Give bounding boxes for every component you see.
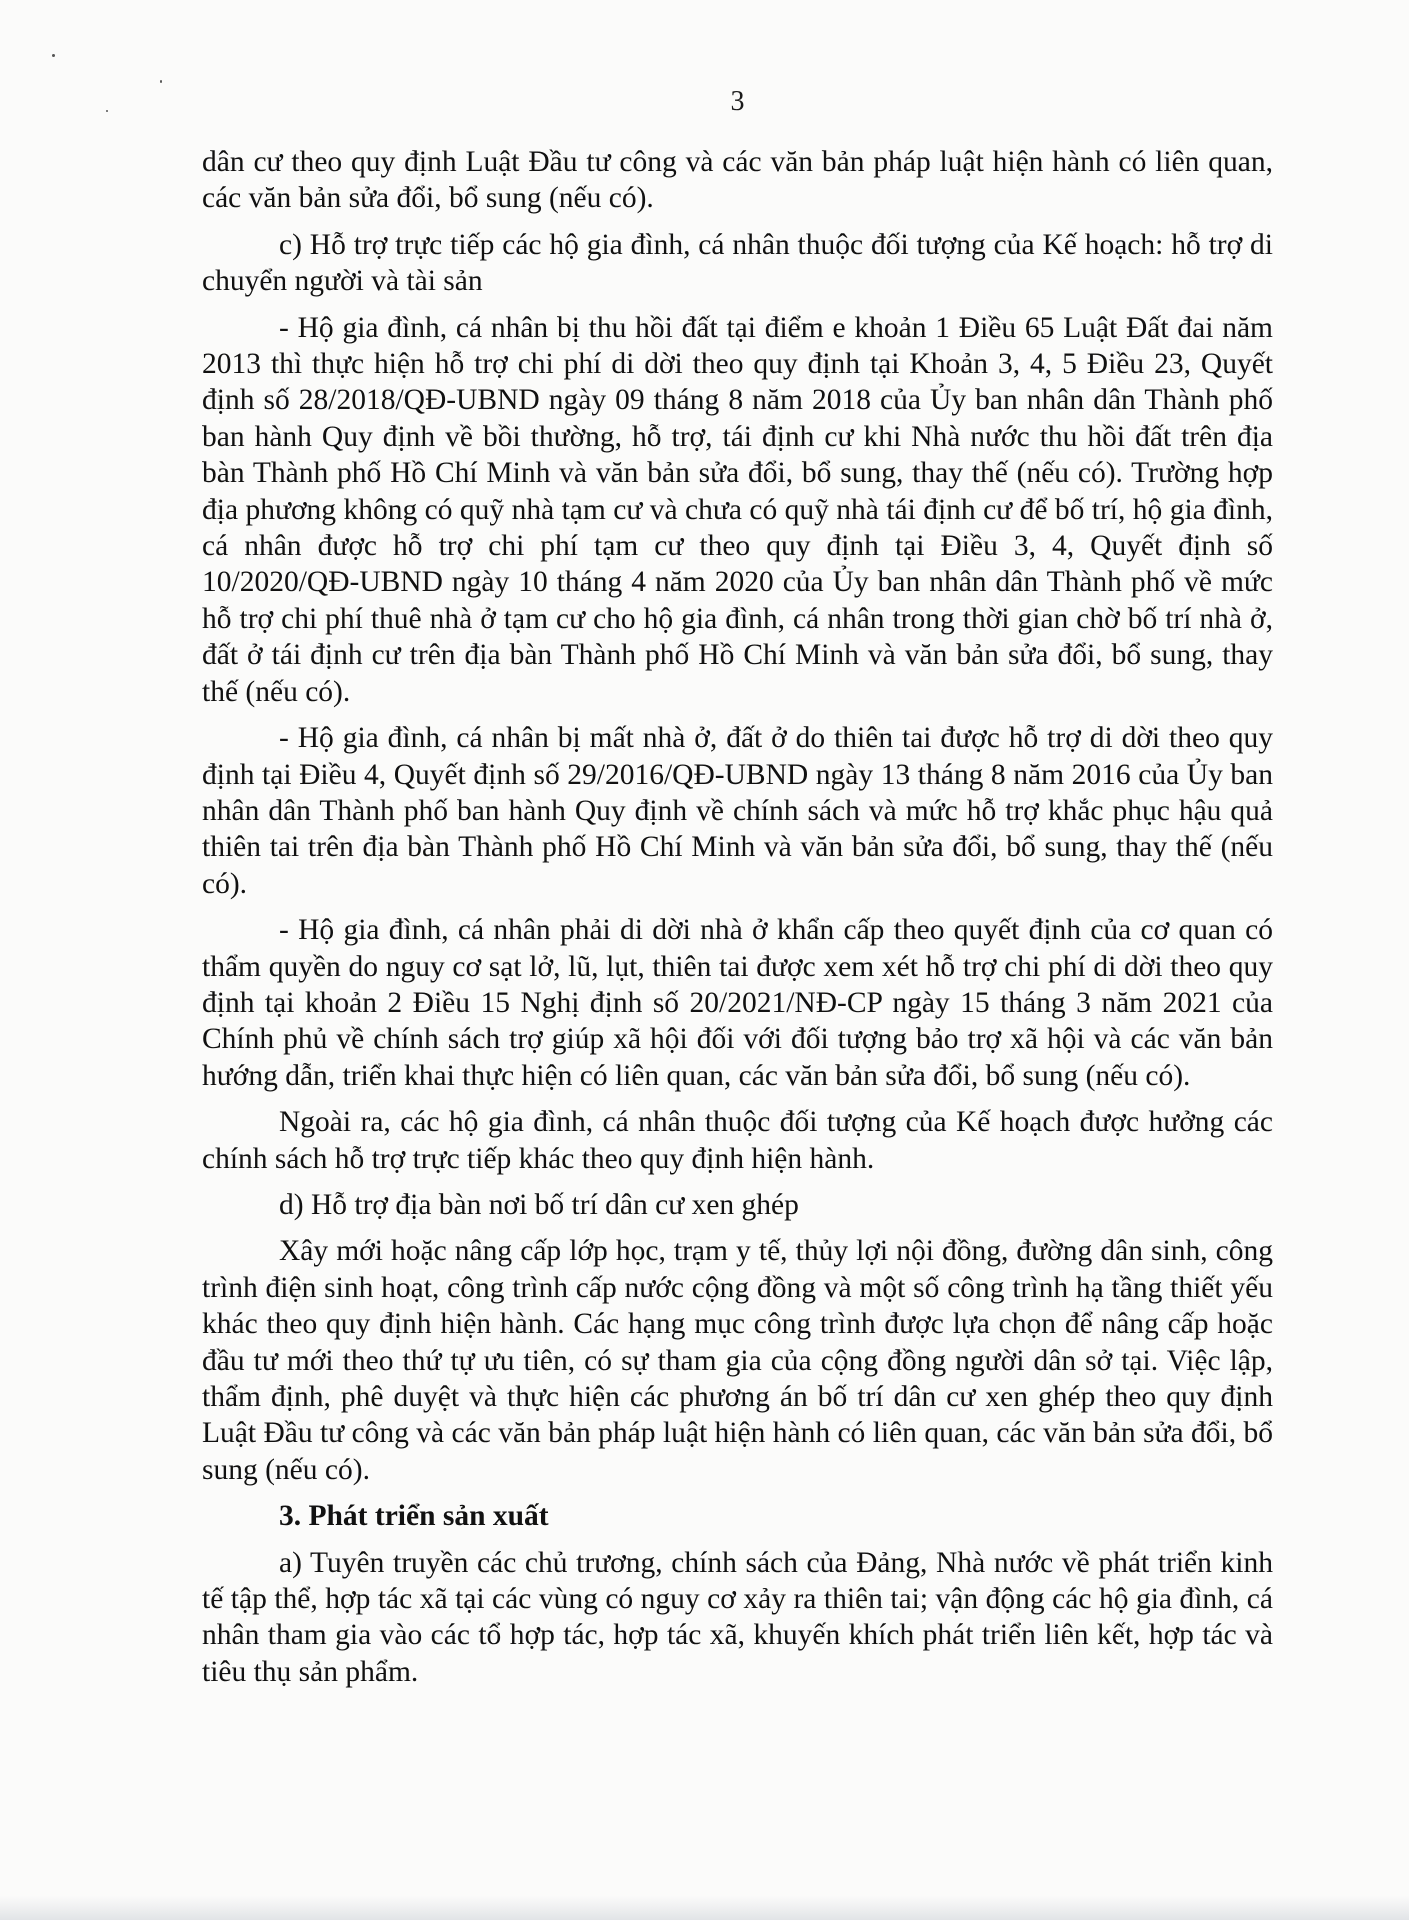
paragraph: c) Hỗ trợ trực tiếp các hộ gia đình, cá nhân thuộc đối tượng của Kế hoạch: hỗ trợ di chuyển người và tài sản bbox=[202, 228, 1273, 298]
paragraph: Ngoài ra, các hộ gia đình, cá nhân thuộc đối tượng của Kế hoạch được hưởng các chính sách hỗ trợ trực tiếp khác theo quy định hiện hành. bbox=[202, 1106, 1273, 1175]
paragraph: d) Hỗ trợ địa bàn nơi bố trí dân cư xen ghép bbox=[279, 1188, 799, 1221]
paragraph: - Hộ gia đình, cá nhân bị mất nhà ở, đất ở do thiên tai được hỗ trợ di dời theo quy định tại Điều 4, Quyết định số 29/2016/QĐ-UBND ngày 13 tháng 8 năm 2016 của Ủy ban nhân dân Thành phố ban hành Quy định về chính sách và mức hỗ trợ khắc phục hậu quả thiên tai trên địa bàn Thành phố Hồ Chí Minh và văn bản sửa đổi, bổ sung, thay thế (nếu có). bbox=[202, 722, 1273, 900]
paragraph: Xây mới hoặc nâng cấp lớp học, trạm y tế, thủy lợi nội đồng, đường dân sinh, công trình điện sinh hoạt, công trình cấp nước cộng đồng và một số công trình hạ tầng thiết yếu khác theo quy định hiện hành. Các hạng mục công trình được lựa chọn để nâng cấp hoặc đầu tư mới theo thứ tự ưu tiên, có sự tham gia của cộng đồng người dân sở tại. Việc lập, thẩm định, phê duyệt và thực hiện các phương án bố trí dân cư xen ghép theo quy định Luật Đầu tư công và các văn bản pháp luật hiện hành có liên quan, các văn bản sửa đổi, bổ sung (nếu có). bbox=[202, 1235, 1273, 1486]
paragraph: dân cư theo quy định Luật Đầu tư công và các văn bản pháp luật hiện hành có liên quan, các văn bản sửa đổi, bổ sung (nếu có). bbox=[202, 146, 1273, 215]
paragraph: - Hộ gia đình, cá nhân phải di dời nhà ở khẩn cấp theo quyết định của cơ quan có thẩm quyền do nguy cơ sạt lở, lũ, lụt, thiên tai được xem xét hỗ trợ chi phí di dời theo quy định tại khoản 2 Điều 15 Nghị định số 20/2021/NĐ-CP ngày 15 tháng 3 năm 2021 của Chính phủ về chính sách trợ giúp xã hội đối với đối tượng bảo trợ xã hội và các văn bản hướng dẫn, triển khai thực hiện có liên quan, các văn bản sửa đổi, bổ sung (nếu có). bbox=[202, 914, 1273, 1092]
section-heading: 3. Phát triển sản xuất bbox=[279, 1500, 549, 1533]
paragraph: - Hộ gia đình, cá nhân bị thu hồi đất tại điểm e khoản 1 Điều 65 Luật Đất đai năm 2013 thì thực hiện hỗ trợ chi phí di dời theo quy định tại Khoản 3, 4, 5 Điều 23, Quyết định số 28/2018/QĐ-UBND ngày 09 tháng 8 năm 2018 của Ủy ban nhân dân Thành phố ban hành Quy định về bồi thường, hỗ trợ, tái định cư khi Nhà nước thu hồi đất trên địa bàn Thành phố Hồ Chí Minh và văn bản sửa đổi, bổ sung, thay thế (nếu có). Trường hợp địa phương không có quỹ nhà tạm cư và chưa có quỹ nhà tái định cư để bố trí, hộ gia đình, cá nhân được hỗ trợ chi phí tạm cư theo quy định tại Điều 3, 4, Quyết định số 10/2020/QĐ-UBND ngày 10 tháng 4 năm 2020 của Ủy ban nhân dân Thành phố về mức hỗ trợ chi phí thuê nhà ở tạm cư cho hộ gia đình, cá nhân trong thời gian chờ bố trí nhà ở, đất ở tái định cư trên địa bàn Thành phố Hồ Chí Minh và văn bản sửa đổi, bổ sung, thay thế (nếu có). bbox=[202, 311, 1273, 708]
paragraph: a) Tuyên truyền các chủ trương, chính sách của Đảng, Nhà nước về phát triển kinh tế tập thể, hợp tác xã tại các vùng có nguy cơ xảy ra thiên tai; vận động các hộ gia đình, cá nhân tham gia vào các tổ hợp tác, hợp tác xã, khuyến khích phát triển liên kết, hợp tác và tiêu thụ sản phẩm. bbox=[202, 1546, 1273, 1688]
scan-speck bbox=[160, 80, 162, 83]
page-number: 3 bbox=[730, 86, 745, 117]
scan-bottom-edge bbox=[0, 1896, 1409, 1920]
scan-speck bbox=[52, 54, 55, 57]
document-body bbox=[202, 144, 1273, 1700]
